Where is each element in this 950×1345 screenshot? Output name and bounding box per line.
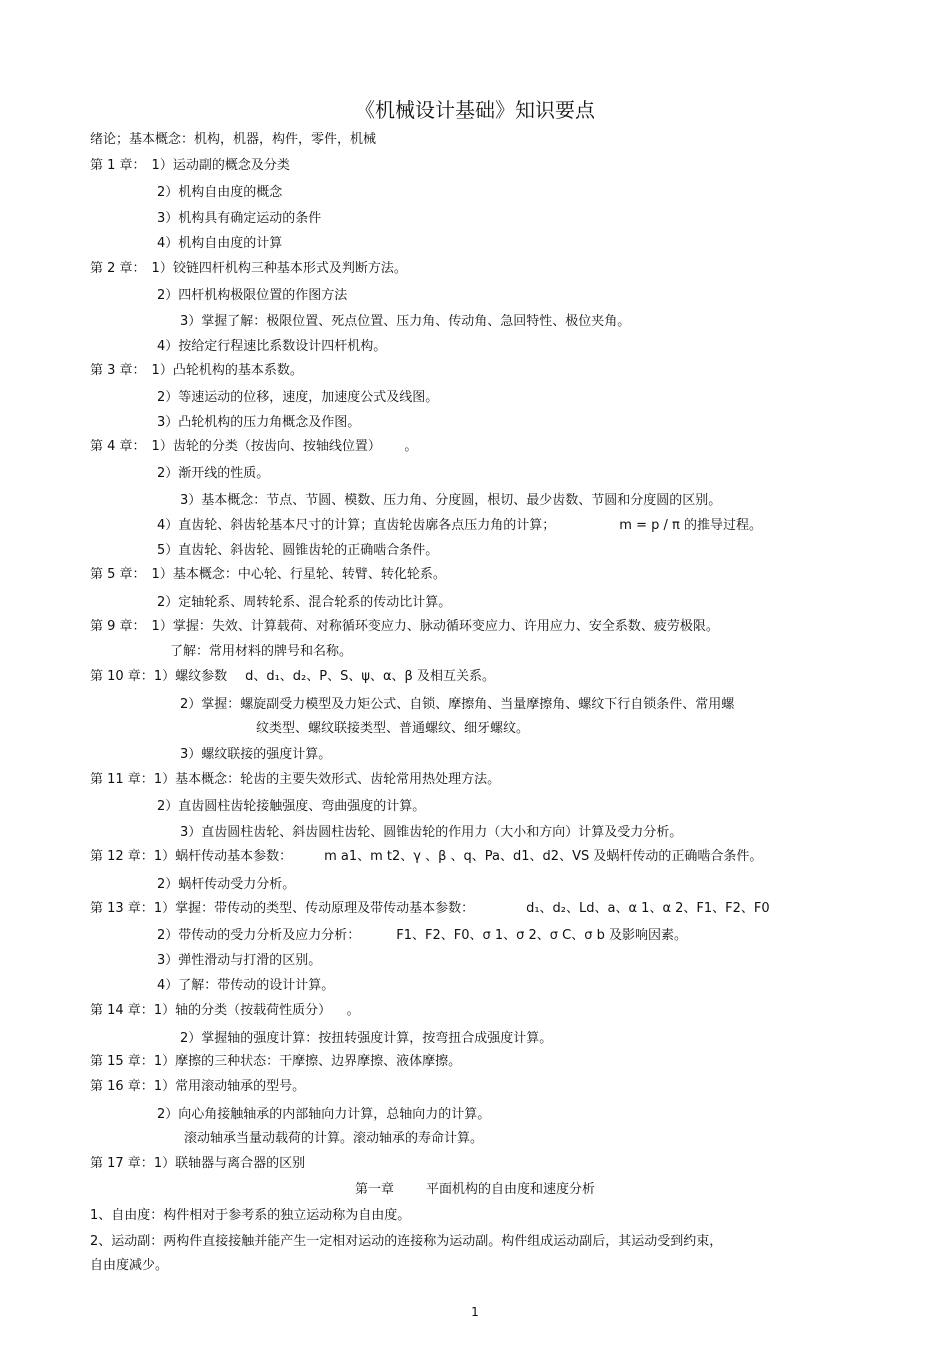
ch10-item-1: 1）螺纹参数 — [153, 669, 228, 684]
ch4-item-2: 2）渐开线的性质。 — [157, 466, 270, 481]
ch1-item-4: 4）机构自由度的计算 — [157, 236, 283, 251]
ch10-item-3: 3）螺纹联接的强度计算。 — [180, 747, 332, 762]
ch14-item-1-tail: 。 — [346, 1003, 360, 1018]
ch1-item-3: 3）机构具有确定运动的条件 — [157, 211, 322, 226]
ch10-params: d、d₁、d₂、P、S、ψ、α、β 及相互关系。 — [245, 669, 495, 684]
ch13-item-1: 1）掌握：带传动的类型、传动原理及带传动基本参数： — [153, 901, 475, 916]
ch13-item-2: 2）带传动的受力分析及应力分析： — [157, 928, 361, 943]
ch2-item-2: 2）四杆机构极限位置的作图方法 — [157, 288, 348, 303]
ch11-item-1: 1）基本概念：轮齿的主要失效形式、齿轮常用热处理方法。 — [153, 772, 501, 787]
ch2-item-4: 4）按给定行程速比系数设计四杆机构。 — [157, 339, 387, 354]
ch3-item-1: 1）凸轮机构的基本系数。 — [151, 363, 303, 378]
section-heading-subtitle: 平面机构的自由度和速度分析 — [426, 1182, 596, 1197]
ch12-item-2: 2）蜗杆传动受力分析。 — [157, 877, 296, 892]
ch10-item-2-cont: 纹类型、螺纹联接类型、普通螺纹、细牙螺纹。 — [256, 721, 530, 736]
ch10-label: 第 10 章： — [90, 669, 154, 684]
ch4-item-3: 3）基本概念：节点、节圆、模数、压力角、分度圆，根切、最少齿数、节圆和分度圆的区别。 — [180, 493, 722, 508]
ch3-item-3: 3）凸轮机构的压力角概念及作图。 — [157, 415, 361, 430]
ch4-item-4: 4）直齿轮、斜齿轮基本尺寸的计算；直齿轮齿廓各点压力角的计算； — [157, 518, 556, 533]
ch10-line-1 — [90, 668, 495, 686]
ch13-line-1 — [90, 900, 770, 918]
ch13-label: 第 13 章： — [90, 901, 154, 916]
ch15-item-1: 1）摩擦的三种状态：干摩擦、边界摩擦、液体摩擦。 — [153, 1054, 462, 1069]
ch4-label: 第 4 章： — [90, 439, 146, 454]
ch16-label: 第 16 章： — [90, 1079, 154, 1094]
ch17-line-1 — [90, 1155, 305, 1173]
definition-2: 2、运动副：两构件直接接触并能产生一定相对运动的连接称为运动副。构件组成运动副后，其运动受到约束， — [90, 1234, 723, 1249]
ch16-item-3: 滚动轴承当量动载荷的计算。滚动轴承的寿命计算。 — [184, 1131, 484, 1146]
ch11-label: 第 11 章： — [90, 772, 154, 787]
ch3-item-2: 2）等速运动的位移，速度，加速度公式及线图。 — [157, 390, 439, 405]
ch5-item-1: 1）基本概念：中心轮、行星轮、转臂、转化轮系。 — [151, 567, 446, 582]
ch3-label: 第 3 章： — [90, 363, 146, 378]
ch5-line-1 — [90, 566, 446, 584]
ch2-line-1 — [90, 260, 407, 278]
ch9-label: 第 9 章： — [90, 619, 146, 634]
ch15-label: 第 15 章： — [90, 1054, 154, 1069]
ch4-line-4 — [157, 517, 762, 535]
ch16-line-1 — [90, 1078, 305, 1096]
ch17-item-1: 1）联轴器与离合器的区别 — [153, 1156, 306, 1171]
ch5-label: 第 5 章： — [90, 567, 146, 582]
ch16-item-1: 1）常用滚动轴承的型号。 — [153, 1079, 306, 1094]
ch1-item-2: 2）机构自由度的概念 — [157, 185, 283, 200]
ch10-item-2: 2）掌握：螺旋副受力模型及力矩公式、自锁、摩擦角、当量摩擦角、螺纹下行自锁条件、常用螺 — [180, 697, 735, 712]
ch9-item-1: 1）掌握：失效、计算载荷、对称循环变应力、脉动循环变应力、许用应力、安全系数、疲劳极限。 — [151, 619, 719, 634]
ch13-params-1: d₁、d₂、Ld、a、α 1、α 2、F1、F2、F0 — [526, 901, 770, 916]
ch4-item-1-tail: 。 — [404, 439, 418, 454]
ch9-item-2: 了解：常用材料的牌号和名称。 — [170, 644, 353, 659]
ch14-item-1: 1）轴的分类（按载荷性质分） — [153, 1003, 325, 1018]
ch16-item-2: 2）向心角接触轴承的内部轴向力计算，总轴向力的计算。 — [157, 1107, 491, 1122]
ch1-line-1 — [90, 157, 290, 175]
ch5-item-2: 2）定轴轮系、周转轮系、混合轮系的传动比计算。 — [157, 595, 452, 610]
ch1-label: 第 1 章： — [90, 158, 146, 173]
ch15-line-1 — [90, 1053, 461, 1071]
ch11-item-2: 2）直齿圆柱齿轮接触强度、弯曲强度的计算。 — [157, 799, 426, 814]
page-number: 1 — [471, 1305, 479, 1319]
section-heading — [0, 1181, 950, 1199]
ch3-line-1 — [90, 362, 303, 380]
ch13-item-4: 4）了解：带传动的设计计算。 — [157, 978, 335, 993]
ch12-line-1 — [90, 848, 762, 866]
ch9-line-1 — [90, 618, 719, 636]
ch4-item-1: 1）齿轮的分类（按齿向、按轴线位置） — [151, 439, 375, 454]
ch13-params-2: F1、F2、F0、σ 1、σ 2、σ C、σ b 及影响因素。 — [396, 928, 688, 943]
ch13-line-2 — [157, 927, 687, 945]
ch2-item-1: 1）铰链四杆机构三种基本形式及判断方法。 — [151, 261, 407, 276]
ch17-label: 第 17 章： — [90, 1156, 154, 1171]
definition-1: 1、自由度：构件相对于参考系的独立运动称为自由度。 — [90, 1208, 411, 1223]
ch14-item-2: 2）掌握轴的强度计算：按扭转强度计算，按弯扭合成强度计算。 — [180, 1031, 553, 1046]
ch12-params: m a1、m t2、γ 、β 、q、Pa、d1、d2、VS 及蜗杆传动的正确啮合条件。 — [324, 849, 763, 864]
ch4-item-5: 5）直齿轮、斜齿轮、圆锥齿轮的正确啮合条件。 — [157, 543, 439, 558]
ch2-label: 第 2 章： — [90, 261, 146, 276]
intro-line: 绪论；基本概念：机构，机器，构件，零件，机械 — [90, 132, 377, 147]
ch2-item-3: 3）掌握了解：极限位置、死点位置、压力角、传动角、急回特性、极位夹角。 — [180, 314, 631, 329]
ch13-item-3: 3）弹性滑动与打滑的区别。 — [157, 953, 322, 968]
section-heading-chapter: 第一章 — [354, 1182, 394, 1197]
ch14-line-1 — [90, 1002, 360, 1020]
page-title: 《机械设计基础》知识要点 — [355, 98, 595, 122]
ch4-item-4-tail: m = p / π 的推导过程。 — [619, 518, 762, 533]
definition-2-cont: 自由度减少。 — [90, 1258, 169, 1273]
ch12-label: 第 12 章： — [90, 849, 154, 864]
ch4-line-1 — [90, 438, 417, 456]
ch1-item-1: 1）运动副的概念及分类 — [151, 158, 290, 173]
ch14-label: 第 14 章： — [90, 1003, 154, 1018]
ch11-item-3: 3）直齿圆柱齿轮、斜齿圆柱齿轮、圆锥齿轮的作用力（大小和方向）计算及受力分析。 — [180, 825, 683, 840]
ch12-item-1: 1）蜗杆传动基本参数： — [153, 849, 293, 864]
ch11-line-1 — [90, 771, 500, 789]
